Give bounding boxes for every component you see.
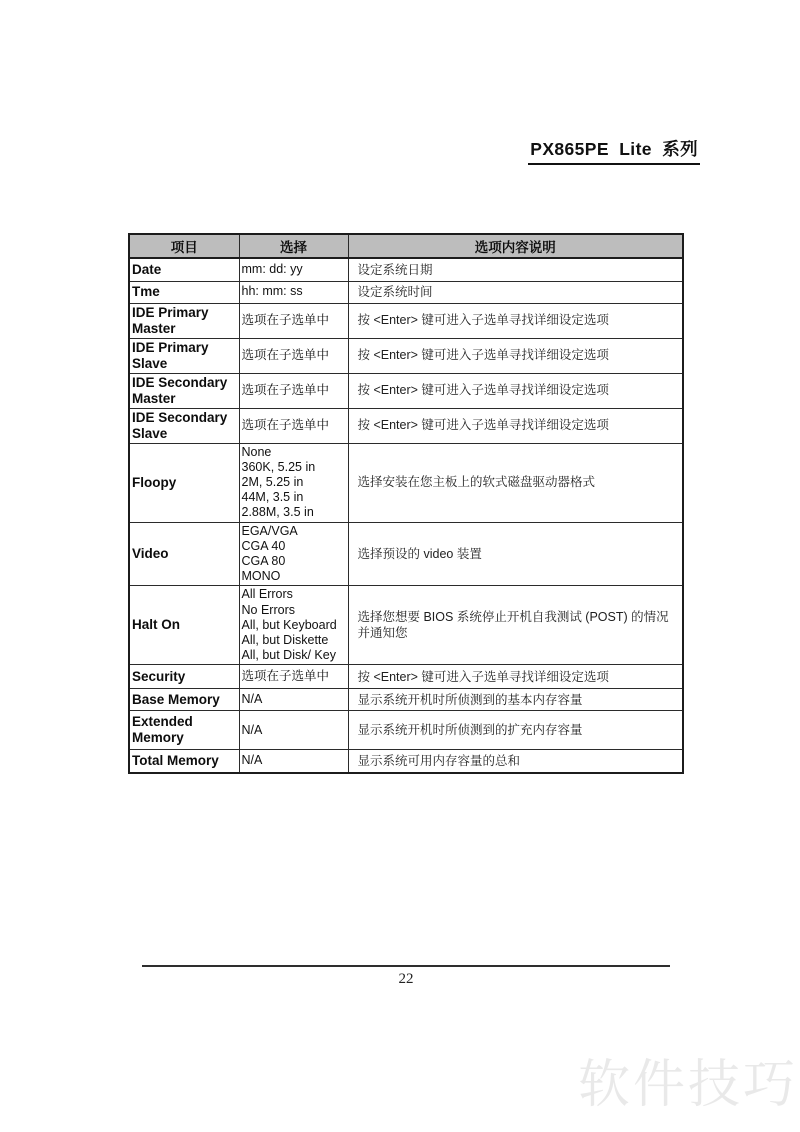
cell-choice: N/A	[239, 750, 348, 773]
col-header-desc: 选项内容说明	[348, 234, 683, 258]
table-row	[129, 443, 683, 522]
cell-item: Extended Memory	[129, 711, 239, 750]
cell-desc: 设定系统日期	[348, 258, 683, 281]
table-row	[129, 338, 683, 373]
table-row	[129, 281, 683, 303]
table-row	[129, 373, 683, 408]
table-row	[129, 665, 683, 689]
cell-item: Base Memory	[129, 689, 239, 711]
settings-table	[128, 233, 684, 774]
cell-choice: 选项在子选单中	[239, 665, 348, 689]
table-row	[129, 711, 683, 750]
cell-item: Floopy	[129, 443, 239, 522]
cell-choice: EGA/VGA CGA 40 CGA 80 MONO	[239, 522, 348, 586]
cell-item: IDE Primary Master	[129, 303, 239, 338]
cell-item: Video	[129, 522, 239, 586]
col-header-item: 项目	[129, 234, 239, 258]
cell-item: Date	[129, 258, 239, 281]
page-number: 22	[398, 971, 414, 987]
cell-choice: 选项在子选单中	[239, 338, 348, 373]
cell-desc: 按 <Enter> 键可进入子选单寻找详细设定选项	[348, 408, 683, 443]
table-row	[129, 586, 683, 665]
cell-item: IDE Secondary Master	[129, 373, 239, 408]
cell-choice: 选项在子选单中	[239, 408, 348, 443]
table-row	[129, 689, 683, 711]
table-header-row	[129, 234, 683, 258]
cell-choice: All Errors No Errors All, but Keyboard All, but Diskette All, but Disk/ Key	[239, 586, 348, 665]
cell-desc: 按 <Enter> 键可进入子选单寻找详细设定选项	[348, 665, 683, 689]
cell-desc: 显示系统可用内存容量的总和	[348, 750, 683, 773]
cell-desc: 设定系统时间	[348, 281, 683, 303]
cell-item: IDE Secondary Slave	[129, 408, 239, 443]
cell-choice: hh: mm: ss	[239, 281, 348, 303]
table-body	[129, 258, 683, 773]
table-row	[129, 258, 683, 281]
cell-choice: 选项在子选单中	[239, 303, 348, 338]
cell-item: Security	[129, 665, 239, 689]
cell-choice: 选项在子选单中	[239, 373, 348, 408]
cell-choice: N/A	[239, 689, 348, 711]
table-row	[129, 408, 683, 443]
table-row	[129, 750, 683, 773]
page-title: PX865PE Lite 系列	[528, 136, 700, 165]
cell-desc: 选择预设的 video 装置	[348, 522, 683, 586]
cell-choice: mm: dd: yy	[239, 258, 348, 281]
watermark: 软件技巧	[577, 1056, 798, 1114]
cell-choice: N/A	[239, 711, 348, 750]
cell-desc: 按 <Enter> 键可进入子选单寻找详细设定选项	[348, 373, 683, 408]
table-row	[129, 522, 683, 586]
footer-rule	[142, 965, 670, 967]
cell-item: IDE Primary Slave	[129, 338, 239, 373]
table-row	[129, 303, 683, 338]
cell-desc: 显示系统开机时所侦测到的基本内存容量	[348, 689, 683, 711]
cell-desc: 选择您想要 BIOS 系统停止开机自我测试 (POST) 的情况并通知您	[348, 586, 683, 665]
cell-item: Tme	[129, 281, 239, 303]
cell-item: Total Memory	[129, 750, 239, 773]
col-header-choice: 选择	[239, 234, 348, 258]
cell-desc: 按 <Enter> 键可进入子选单寻找详细设定选项	[348, 303, 683, 338]
cell-desc: 按 <Enter> 键可进入子选单寻找详细设定选项	[348, 338, 683, 373]
cell-desc: 选择安装在您主板上的软式磁盘驱动器格式	[348, 443, 683, 522]
cell-item: Halt On	[129, 586, 239, 665]
cell-desc: 显示系统开机时所侦测到的扩充内存容量	[348, 711, 683, 750]
cell-choice: None 360K, 5.25 in 2M, 5.25 in 44M, 3.5 in 2.88M, 3.5 in	[239, 443, 348, 522]
